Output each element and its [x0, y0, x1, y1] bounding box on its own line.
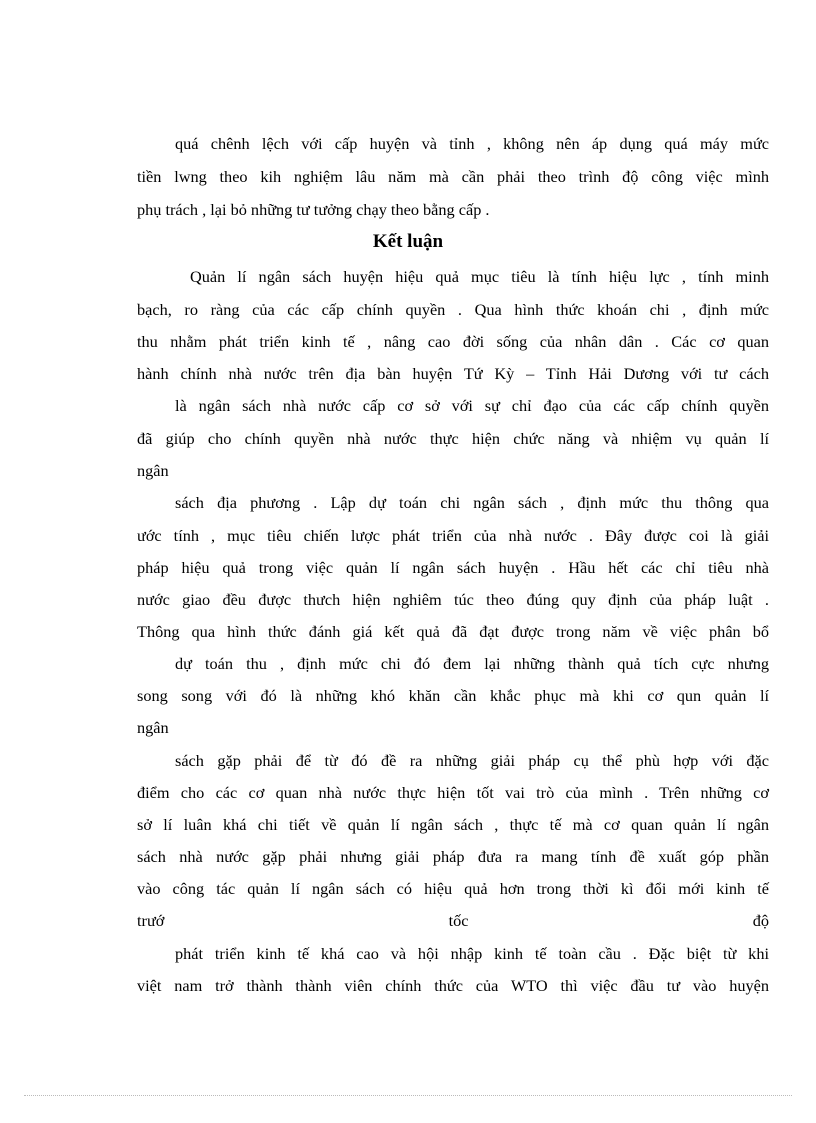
text-line: điểm cho các cơ quan nhà nước thực hiện tốt vai trò của mình . Trên những cơ	[137, 783, 769, 802]
text-line: trướ tốc độ	[137, 911, 769, 930]
page-bottom-divider	[24, 1095, 792, 1096]
text-line: đã giúp cho chính quyền nhà nước thực hiện chức năng và nhiệm vụ quản lí	[137, 429, 769, 448]
text-line: là ngân sách nhà nước cấp cơ sở với sự chỉ đạo của các cấp chính quyền	[175, 396, 769, 415]
text-line: ngân	[137, 461, 169, 480]
text-line: sở lí luân khá chi tiết về quản lí ngân sách , thực tế mà cơ quan quản lí ngân	[137, 815, 769, 834]
text-line: Quản lí ngân sách huyện hiệu quả mục tiêu là tính hiệu lực , tính minh	[190, 267, 769, 286]
text-line: song song với đó là những khó khăn cần khắc phục mà khi cơ qun quản lí	[137, 686, 769, 705]
text-line: sách địa phương . Lập dự toán chi ngân sách , định mức thu thông qua	[175, 493, 769, 512]
text-line: ngân	[137, 718, 169, 737]
text-line: sách gặp phải để từ đó đề ra những giải pháp cụ thể phù hợp với đặc	[175, 751, 769, 770]
text-line: phát triển kinh tế khá cao và hội nhập kinh tế toàn cầu . Đặc biệt từ khi	[175, 944, 769, 963]
text-line: phụ trách , lại bỏ những tư tưởng chạy theo bằng cấp .	[137, 200, 490, 219]
text-line: tiền lwng theo kih nghiệm lâu năm mà cần phải theo trình độ công việc mình	[137, 167, 769, 186]
section-heading: Kết luận	[372, 231, 444, 252]
text-line: bạch, ro ràng của các cấp chính quyền . Qua hình thức khoán chi , định mức	[137, 300, 769, 319]
text-line: quá chênh lệch với cấp huyện và tỉnh , không nên áp dụng quá máy mức	[175, 134, 769, 153]
text-line: thu nhằm phát triển kinh tế , nâng cao đời sống của nhân dân . Các cơ quan	[137, 332, 769, 351]
text-line: nước giao đều được thưch hiện nghiêm túc theo đúng quy định của pháp luật .	[137, 590, 769, 609]
text-line: việt nam trở thành thành viên chính thức của WTO thì việc đầu tư vào huyện	[137, 976, 769, 995]
text-line: sách nhà nước gặp phải nhưng giải pháp đưa ra mang tính đề xuất góp phần	[137, 847, 769, 866]
text-line: hành chính nhà nước trên địa bàn huyện Tứ Kỳ – Tỉnh Hải Dương với tư cách	[137, 364, 769, 383]
text-line: vào công tác quản lí ngân sách có hiệu quả hơn trong thời kì đổi mới kinh tế	[137, 879, 769, 898]
text-line: Thông qua hình thức đánh giá kết quả đã đạt được trong năm về việc phân bổ	[137, 622, 769, 641]
text-line: pháp hiệu quả trong việc quản lí ngân sách huyện . Hầu hết các chỉ tiêu nhà	[137, 558, 769, 577]
text-line: dự toán thu , định mức chi đó đem lại những thành quả tích cực nhưng	[175, 654, 769, 673]
text-line: ước tính , mục tiêu chiến lược phát triển của nhà nước . Đây được coi là giải	[137, 526, 769, 545]
